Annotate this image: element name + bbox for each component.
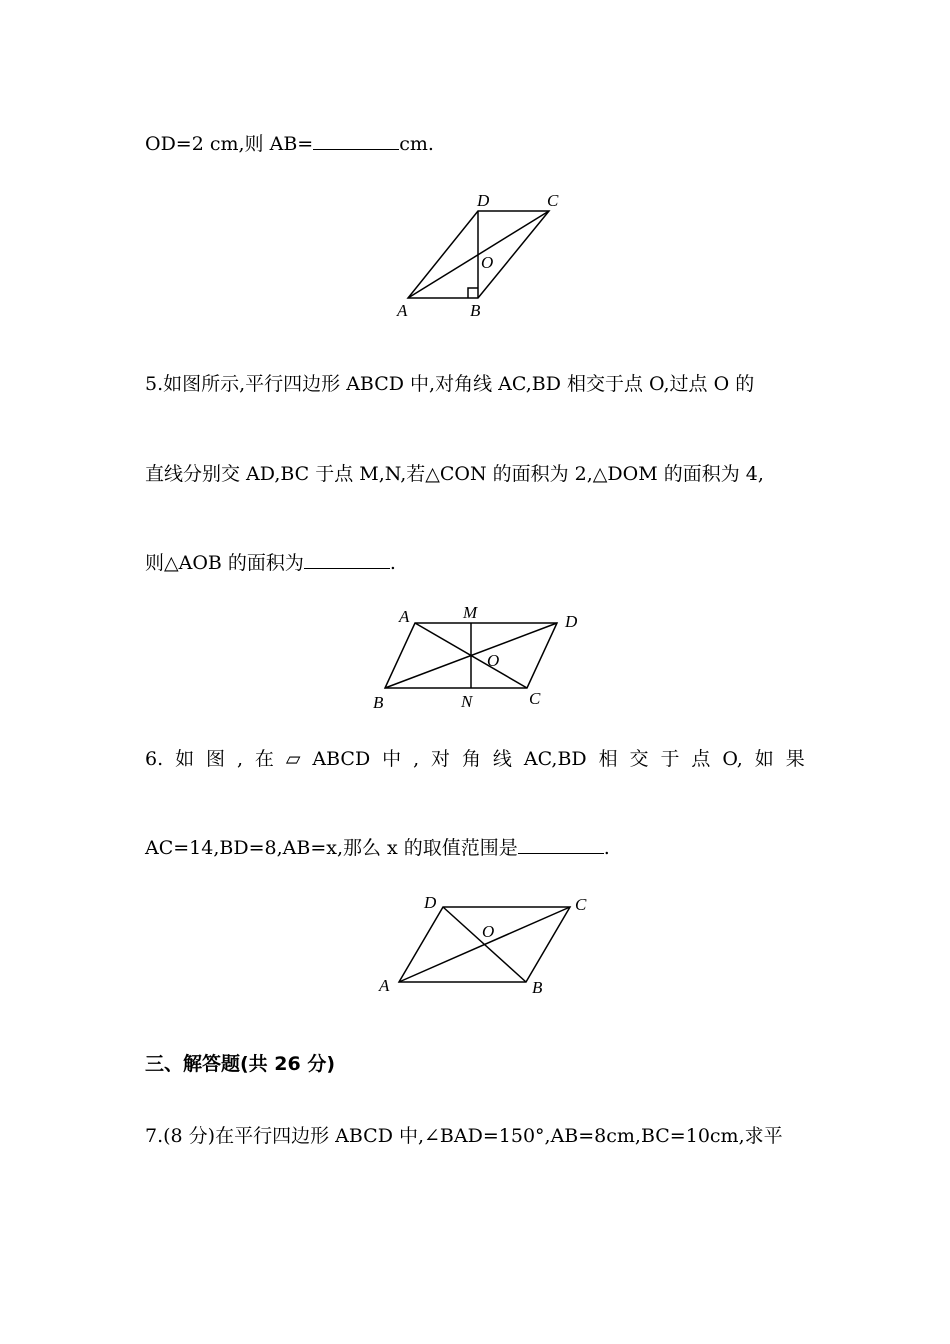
parallelogram-symbol: ▱	[285, 748, 301, 770]
fig2-label-a: A	[399, 607, 410, 626]
fig3-label-a: A	[379, 976, 390, 995]
fig3-diagonal-bd	[443, 907, 526, 982]
q5-line-1: 5.如图所示,平行四边形 ABCD 中,对角线 AC,BD 相交于点 O,过点 O 的	[145, 373, 755, 395]
fig2-label-n: N	[461, 692, 473, 711]
q5-line-3: 则△AOB 的面积为 .	[145, 552, 396, 574]
fig2-label-d: D	[565, 612, 578, 631]
fig3-label-d: D	[424, 893, 437, 912]
fig2-label-o: O	[487, 651, 500, 670]
fig1-label-a: A	[397, 301, 408, 320]
fig3-label-b: B	[532, 978, 543, 997]
q4-text: OD=2 cm,则 AB=	[145, 133, 314, 155]
fig2-label-m: M	[463, 603, 478, 622]
fig3-label-o: O	[482, 922, 495, 941]
q6-line-1: 6. 如 图 , 在 ▱ ABCD 中 , 对 角 线 AC,BD 相 交 于 点 O, 如 果	[145, 748, 805, 770]
fig1-label-o: O	[481, 253, 494, 272]
q5-text: 则△AOB 的面积为	[145, 552, 304, 574]
fig3-label-c: C	[575, 895, 587, 914]
fig1-label-c: C	[547, 191, 559, 210]
fig2-label-b: B	[373, 693, 384, 712]
q6-line-2: AC=14,BD=8,AB=x,那么 x 的取值范围是 .	[145, 837, 610, 859]
q7-line-1: 7.(8 分)在平行四边形 ABCD 中,∠BAD=150°,AB=8cm,BC=10cm,求平	[145, 1125, 783, 1147]
fig1-label-d: D	[477, 191, 490, 210]
q6-text: AC=14,BD=8,AB=x,那么 x 的取值范围是	[145, 837, 518, 859]
q5-line-2: 直线分别交 AD,BC 于点 M,N,若△CON 的面积为 2,△DOM 的面积为 4,	[145, 463, 764, 485]
section-heading: 三、解答题(共 26 分)	[145, 1053, 336, 1075]
fig1-label-b: B	[470, 301, 481, 320]
fig2-label-c: C	[529, 689, 541, 708]
q4-unit: cm.	[399, 133, 434, 155]
